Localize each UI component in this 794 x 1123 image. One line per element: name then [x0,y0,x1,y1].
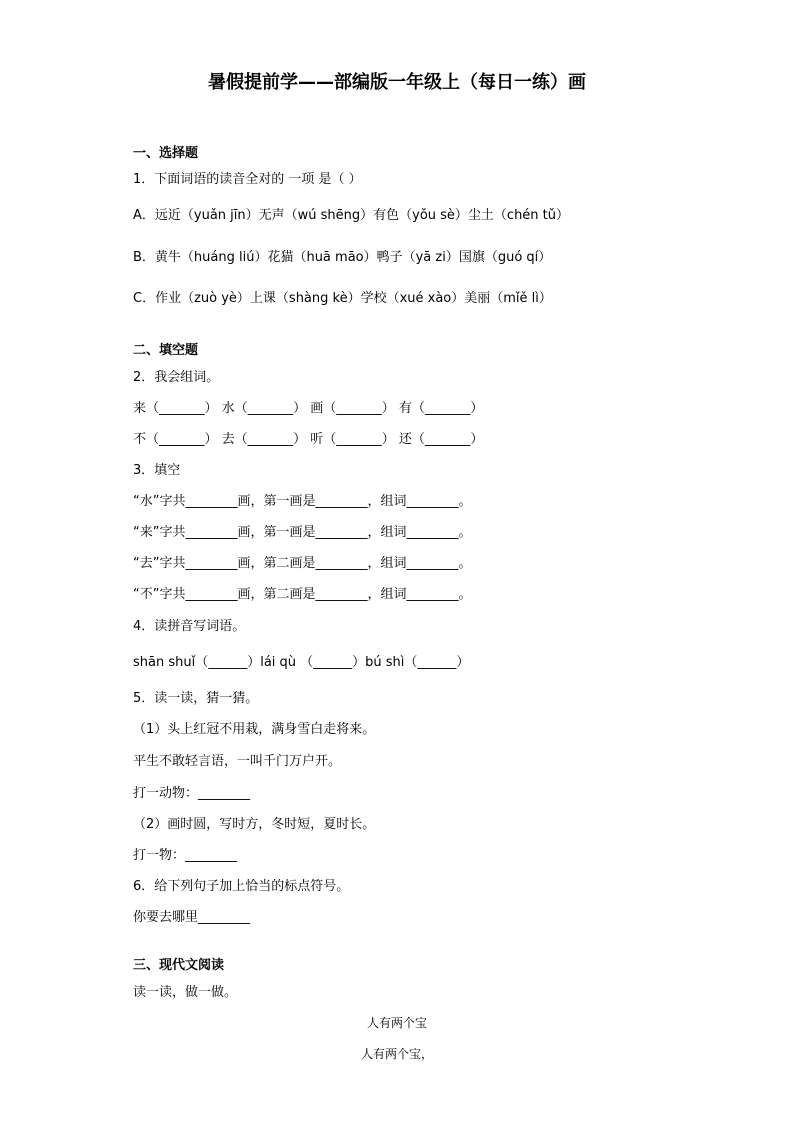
question-3-line-3: “去”字共________画，第二画是________，组词________。 [133,556,472,571]
riddle-1-answer-line: 打一动物：________ [133,786,251,801]
question-6-stem: 6．给下列句子加上恰当的标点符号。 [133,879,350,894]
question-2-row-1: 来（_______） 水（_______） 画（_______） 有（_______） [133,401,484,416]
question-1-option-b: B．黄牛（huáng liú）花猫（huā māo）鸭子（yā zi）国旗（guó qí） [133,250,552,265]
question-4-stem: 4．读拼音写词语。 [133,619,246,634]
question-2-row-2: 不（_______） 去（_______） 听（_______） 还（_______） [133,432,484,447]
question-6-sentence: 你要去哪里________ [133,910,251,925]
riddle-2-answer-line: 打一物：________ [133,848,238,863]
poem-line-1: 人有两个宝， [360,1047,433,1061]
riddle-1-line-2: 平生不敢轻言语，一叫千门万户开。 [133,754,342,769]
question-5-stem: 5．读一读，猜一猜。 [133,691,259,706]
question-2-stem: 2．我会组词。 [133,370,220,385]
section-heading-reading: 三、现代文阅读 [133,958,225,973]
question-1-option-c: C．作业（zuò yè）上课（shàng kè）学校（xué xào）美丽（mǐě lì） [133,291,552,306]
page-title: 暑假提前学——部编版一年级上（每日一练）画 [208,72,586,93]
question-4-pinyin-line: shān shuǐ（______）lái qù （______）bú shì（______） [133,655,470,670]
section-heading-choice: 一、选择题 [133,146,199,161]
poem-title: 人有两个宝 [366,1016,427,1030]
question-1-option-a: A．远近（yuǎn jīn）无声（wú shēng）有色（yǒu sè）尘土（chén tǔ） [133,208,570,223]
question-3-stem: 3．填空 [133,463,181,478]
question-1-stem: 1．下面词语的读音全对的 一项 是（ ） [133,172,362,187]
section-heading-fill: 二、填空题 [133,343,199,358]
question-3-line-1: “水”字共________画，第一画是________，组词________。 [133,494,472,509]
question-3-line-4: “不”字共________画，第二画是________，组词________。 [133,587,472,602]
question-3-line-2: “来”字共________画，第一画是________，组词________。 [133,525,472,540]
reading-instruction: 读一读，做一做。 [133,985,238,1000]
riddle-2-line-1: （2）画时圆，写时方，冬时短，夏时长。 [133,817,376,832]
riddle-1-line-1: （1）头上红冠不用栽，满身雪白走将来。 [133,722,376,737]
